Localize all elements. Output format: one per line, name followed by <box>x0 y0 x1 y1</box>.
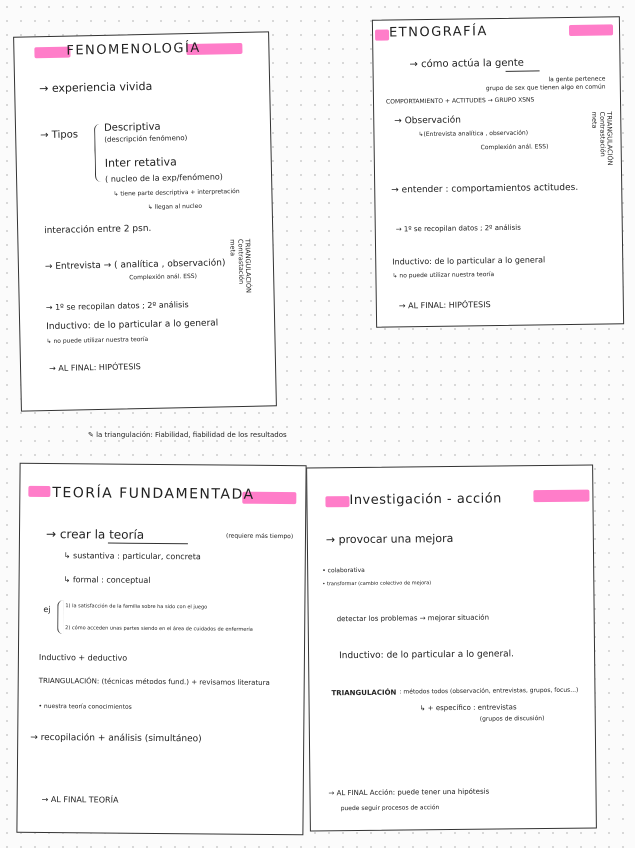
note-interpretativa-sub: ( nucleo de la exp/fenómeno) <box>105 172 223 184</box>
note-sustantiva: ↳ sustantiva : particular, concreta <box>63 551 201 562</box>
note-inductivo: Inductivo: de lo particular a lo general <box>392 255 546 267</box>
note-nuestra: • nuestra teoría conocimientos <box>38 702 132 711</box>
note-observacion-sub: ↳(Entrevista analítica , observación) <box>418 129 529 139</box>
note-grupo-nota: la gente pertenece grupo de sex que tienen algo en común <box>485 75 606 92</box>
card-title: TEORÍA FUNDAMENTADA <box>52 485 255 503</box>
note-recopilan: → 1º se recopilan datos ; 2º análisis <box>395 223 521 234</box>
note-entender: → entender : comportamientos actitudes. <box>391 182 579 196</box>
note-ej2: 2) cómo acceden unas partes siendo en el área de cuidados de enfermería <box>65 625 253 633</box>
card-etnografia <box>372 16 624 327</box>
highlight-mark <box>34 47 70 59</box>
card-fenomenologia <box>13 31 277 411</box>
note-inductivo: Inductivo: de lo particular a lo general. <box>339 649 515 662</box>
highlight-mark <box>325 496 349 507</box>
note-observacion: → Observación <box>394 115 461 127</box>
note-descriptiva-sub: (descripción fenómeno) <box>104 134 188 144</box>
highlight-mark <box>28 486 50 497</box>
note-final2: puede seguir procesos de acción <box>340 804 440 813</box>
note-triangulacion: TRIANGULACIÓN: (técnicas métodos fund.) + revisamos literatura <box>38 676 270 687</box>
note-tiene-parte: ↳ tiene parte descriptiva + interpretación <box>113 188 240 198</box>
note-formal: ↳ formal : conceptual <box>63 575 151 585</box>
note-crear-nota: (requiere más tiempo) <box>225 532 294 541</box>
note-interpretativa: Inter retativa <box>104 155 177 170</box>
note-experiencia: → experiencia vivida <box>39 79 153 96</box>
note-recopilacion: → recopilación + análisis (simultáneo) <box>30 732 202 745</box>
note-ej: ej <box>43 604 51 615</box>
note-triangulacion: TRIANGULACIÓN <box>331 688 397 698</box>
note-descriptiva: Descriptiva <box>103 121 161 134</box>
card-teoria-fundamentada <box>16 463 306 835</box>
note-comportamiento: COMPORTAMIENTO + ACTITUDES → GRUPO XSNS <box>385 96 535 106</box>
note-triangulacion: ✎ la triangulación: Fiabilidad, fiabilidad de los resultados <box>88 431 287 439</box>
note-como-actua: → cómo actúa la gente <box>409 57 524 71</box>
note-no-pueden: ↳ no puede utilizar nuestra teoría <box>392 271 495 280</box>
highlight-mark <box>533 490 589 503</box>
note-llegan: ↳ llegan al nucleo <box>147 202 203 211</box>
note-hipotesis: → AL FINAL: HIPÓTESIS <box>398 300 491 311</box>
note-entrevista: → Entrevista → ( analítica , observación) <box>44 258 226 273</box>
note-tipos: → Tipos <box>40 129 79 142</box>
note-detectar: detectar los problemas → mejorar situación <box>336 613 490 624</box>
note-grupos: (grupos de discusión) <box>479 715 545 723</box>
note-no-pueden: ↳ no puede utilizar nuestra teoría <box>46 335 149 346</box>
card-title: ETNOGRAFÍA <box>388 24 488 41</box>
note-final: → AL FINAL TEORÍA <box>41 794 119 805</box>
card-title: Investigación - acción <box>349 491 502 509</box>
note-crear: → crear la teoría <box>45 526 145 542</box>
vertical-triangulacion: TRIANGULACIÓN Contrastación meta <box>590 111 614 166</box>
underline <box>108 543 188 545</box>
note-colaborativa: • colaborativa <box>322 566 365 575</box>
note-hipotesis: → AL FINAL: HIPÓTESIS <box>48 362 141 374</box>
note-inductivo: Inductivo: de lo particular a lo general <box>46 318 219 333</box>
note-provocar: → provocar una mejora <box>325 531 454 547</box>
brace <box>57 600 63 634</box>
note-recopilan: → 1º se recopilan datos ; 2º análisis <box>45 300 189 313</box>
note-transformar: • transformar (cambio colectivo de mejora) <box>322 580 432 588</box>
note-metodos: : métodos todos (observación, entrevistas, grupos, focus...) <box>399 686 579 696</box>
highlight-mark <box>569 24 613 36</box>
note-especifico: ↳ + específico : entrevistas <box>419 703 517 713</box>
note-entrevista-sub: Complexión anál. ESS) <box>129 272 198 282</box>
brace <box>94 124 102 182</box>
vertical-triangulacion: TRIANGULACIÓN Contrastación meta <box>228 238 253 293</box>
card-investigacion-accion <box>306 465 597 832</box>
note-observacion-sub2: Complexión anál. ESS) <box>480 143 549 152</box>
note-final: → AL FINAL Acción: puede tener una hipótesis <box>328 787 490 798</box>
note-ej1: 1) la satisfacción de la familia sobre ha sido con el juego <box>65 603 208 611</box>
note-inductivo: Inductivo + deductivo <box>38 652 128 663</box>
card-title: FENOMENOLOGÍA <box>66 40 201 59</box>
note-interaccion: interacción entre 2 psn. <box>44 223 152 237</box>
highlight-mark <box>375 30 389 41</box>
underline <box>506 70 540 71</box>
